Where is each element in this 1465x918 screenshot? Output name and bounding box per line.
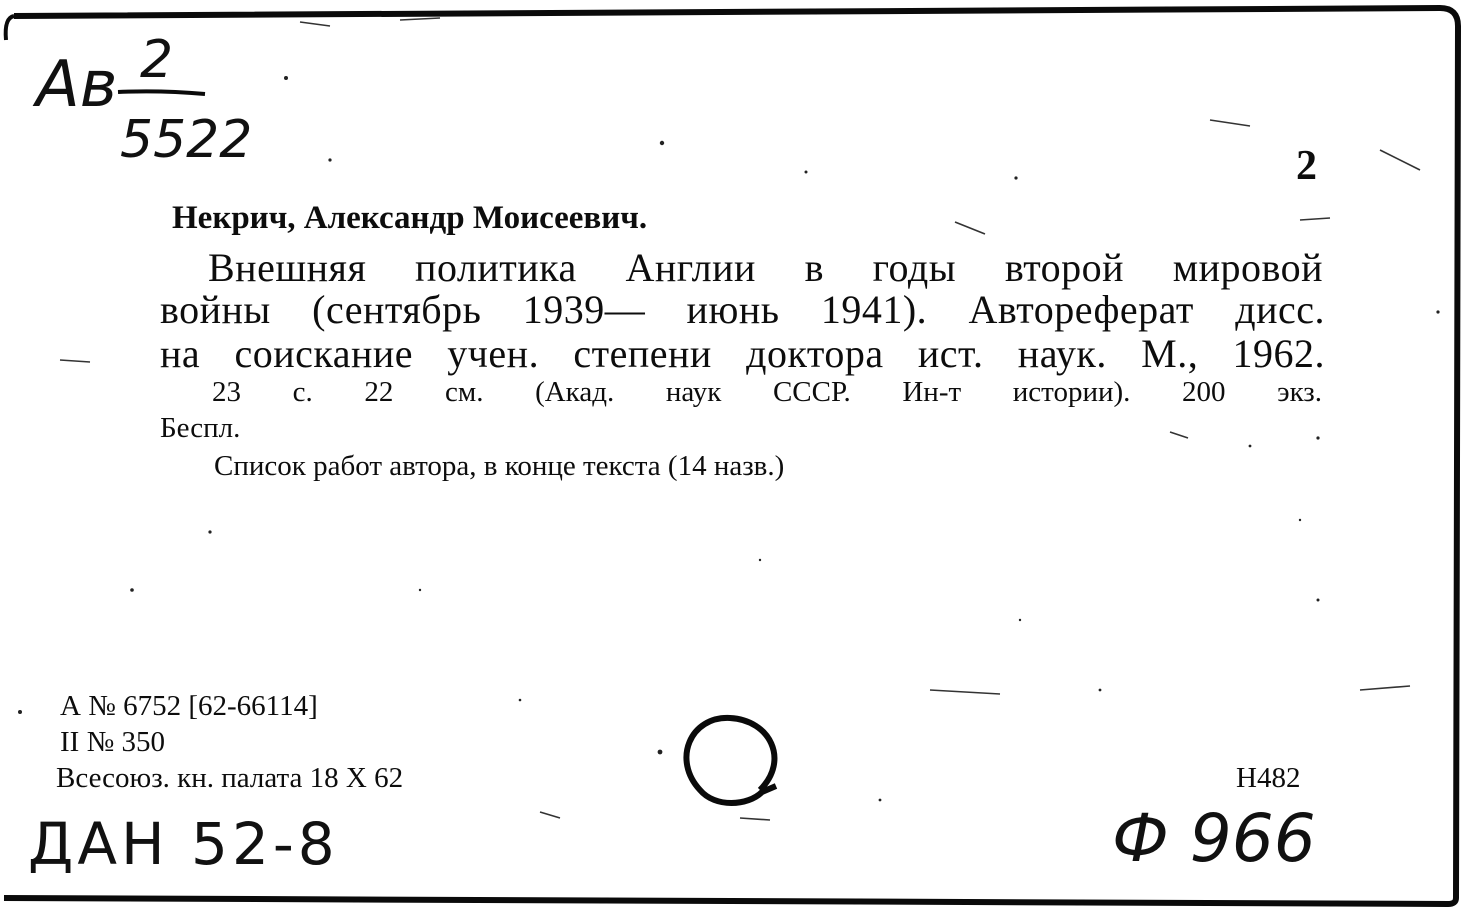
physical-description: 23 с. 22 см. (Акад. наук СССР. Ин-т истории). 200 экз. (212, 376, 1322, 408)
card-number: 2 (1296, 143, 1317, 189)
author-heading: Некрич, Александр Моисеевич. (172, 200, 648, 236)
registry-line-1: А № 6752 [62-66114] (60, 690, 318, 722)
registry-code: Н482 (1236, 762, 1301, 794)
registry-line-3: Всесоюз. кн. палата 18 X 62 (56, 762, 404, 794)
title-line-1: Внешняя политика Англии в годы второй мировой (208, 245, 1323, 290)
bibliography-note: Список работ автора, в конце текста (14 назв.) (214, 450, 785, 482)
handwritten-fund-code: Ф 966 (1112, 800, 1316, 877)
shelfmark-prefix: Ав (36, 48, 118, 122)
shelfmark-denominator: 5522 (120, 110, 253, 170)
shelfmark-numerator: 2 (140, 30, 174, 90)
registry-line-2: II № 350 (60, 726, 165, 758)
ink-circle-mark (686, 718, 776, 803)
title-line-2: войны (сентябрь 1939— июнь 1941). Автореферат дисс. (160, 287, 1325, 332)
price-note: Беспл. (160, 412, 241, 444)
title-line-3: на соискание учен. степени доктора ист. наук. М., 1962. (160, 331, 1325, 376)
handwritten-inventory-code: ДАН 52-8 (28, 810, 339, 878)
